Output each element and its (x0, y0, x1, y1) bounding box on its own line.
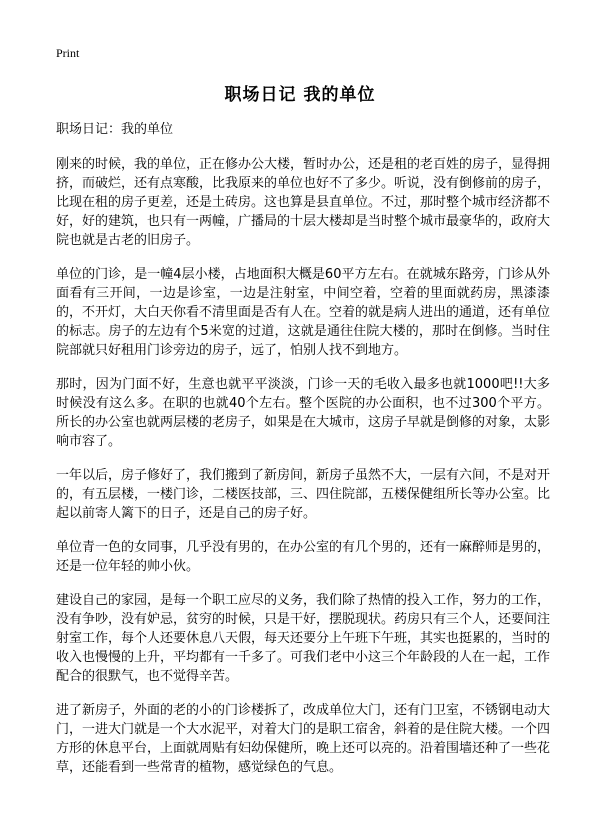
paragraph-3: 那时，因为门面不好，生意也就平平淡淡，门诊一天的毛收入最多也就1000吧!!大多时候没有这么多。在职的也就40个左右。整个医院的办公面积，也不过300个平方。所长的办公室也就两层楼的老房子，如果是在大城市，这房子早就是倒修的对象，太影响市容了。 (56, 377, 551, 449)
print-link[interactable]: Print (56, 46, 80, 60)
paragraph-6: 建设自己的家园，是每一个职工应尽的义务，我们除了热情的投入工作，努力的工作，没有争吵，没有妒忌，贫穷的时候，只是干好，摆脱现状。药房只有三个人，还要间注射室工作，每个人还要休息八天假，每天还要分上午班下午班，其实也挺累的，当时的收入也慢慢的上升，平均都有一千多了。可我们老中小这三个年龄段的人在一起，工作配合的很默气，也不觉得辛苦。 (56, 593, 551, 684)
paragraph-5: 单位青一色的女同事，几乎没有男的，在办公室的有几个男的，还有一麻醉师是男的，还是一位年轻的帅小伙。 (56, 540, 551, 574)
article-title: 职场日记 我的单位 (224, 85, 376, 105)
paragraph-2: 单位的门诊，是一幢4层小楼，占地面积大概是60平方左右。在就城东路旁，门诊从外面看有三开间，一边是诊室，一边是注射室，中间空着，空着的里面就药房，黑漆漆的，不开灯，大白天你看不清里面是否有人在。空着的就是病人进出的通道，还有单位的标志。房子的左边有个5米宽的过道，这就是通往住院大楼的，那时在倒修。当时住院部就只好租用门诊旁边的房子，远了，怕别人找不到地方。 (56, 267, 551, 358)
paragraph-7: 进了新房子，外面的老的小的门诊楼拆了，改成单位大门，还有门卫室，不锈钢电动大门，一进大门就是一个大水泥平，对着大门的是职工宿舍，斜着的是住院大楼。一个四方形的休息平台，上面就周贴有妇幼保健所，晚上还可以亮的。沿着围墙还种了一些花草，还能看到一些常青的植物，感觉绿色的气息。 (56, 703, 551, 775)
paragraph-1: 刚来的时候，我的单位，正在修办公大楼，暂时办公，还是租的老百姓的房子，显得拥挤，而破烂，还有点寒酸，比我原来的单位也好不了多少。听说，没有倒修前的房子，比现在租的房子更差，还是土砖房。这也算是县直单位。不过，那时整个城市经济都不好，好的建筑，也只有一两幢，广播局的十层大楼却是当时整个城市最豪华的，政府大院也就是古老的旧房子。 (56, 157, 551, 248)
article-body (56, 121, 550, 792)
article-subtitle: 职场日记：我的单位 (56, 122, 174, 137)
paragraph-4: 一年以后，房子修好了，我们搬到了新房间，新房子虽然不大，一层有六间，不是对开的，有五层楼，一楼门诊，二楼医技部，三、四住院部，五楼保健组所长等办公室。比起以前寄人篱下的日子，还是自己的房子好。 (56, 468, 551, 521)
